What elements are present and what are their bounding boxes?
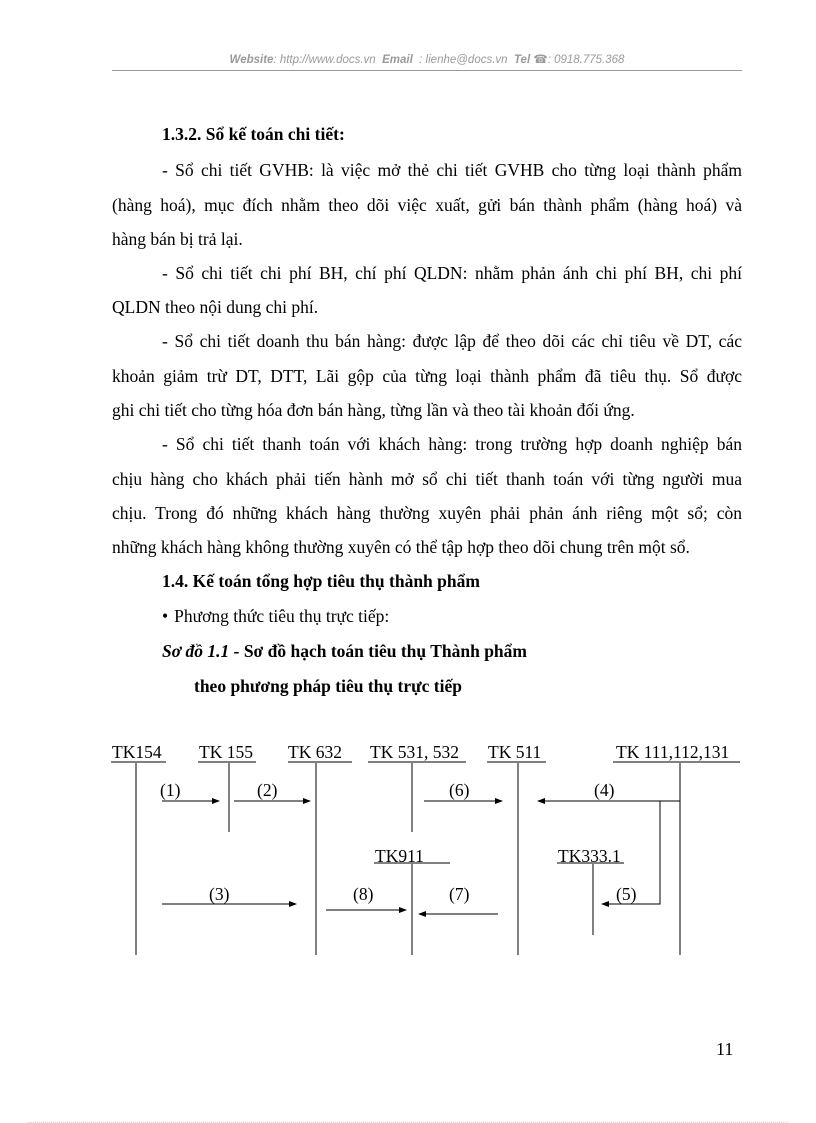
- flow-label: (6): [449, 780, 470, 800]
- diagram-caption-line2: theo phương pháp tiêu thụ trực tiếp: [194, 676, 462, 696]
- flow-label: (5): [616, 884, 637, 904]
- flow-label: (2): [257, 780, 278, 800]
- paragraph-line: - Sổ chi tiết doanh thu bán hàng: được lập để theo dõi các chỉ tiêu về DT, các: [162, 331, 742, 351]
- bullet-text: Phương thức tiêu thụ trực tiếp:: [174, 606, 390, 626]
- website-value[interactable]: : http://www.docs.vn: [273, 54, 376, 66]
- paragraph-line: - Sổ chi tiết GVHB: là việc mở thẻ chi tiết GVHB cho từng loại thành phẩm: [162, 160, 742, 180]
- caption-label: Sơ đồ 1.1 -: [162, 641, 240, 661]
- account-label: TK 632: [288, 742, 342, 762]
- account-label: TK 155: [199, 742, 253, 762]
- tel-value: : 0918.775.368: [547, 54, 625, 66]
- account-label: TK 111,112,131: [616, 742, 730, 762]
- paragraph-line: - Sổ chi tiết chi phí BH, chí phí QLDN: nhằm phản ánh chi phí BH, chi phí: [162, 263, 742, 283]
- page-number: 11: [716, 1039, 734, 1059]
- flow-label: (4): [594, 780, 615, 800]
- paragraph-line: khoản giảm trừ DT, DTT, Lãi gộp của từng loại thành phẩm đã tiêu thụ. Sổ được: [112, 366, 742, 386]
- paragraph-line: chịu. Trong đó những khách hàng thường xuyên phải phản ánh riêng một sổ; còn: [112, 503, 742, 523]
- flow-label: (3): [209, 884, 230, 904]
- paragraph-line: những khách hàng không thường xuyên có thể tập hợp theo dõi chung trên một sổ.: [112, 537, 690, 557]
- paragraph-line: chịu hàng cho khách phải tiến hành mở sổ chi tiết thanh toán với từng người mua: [112, 469, 742, 489]
- account-label: TK154: [112, 742, 162, 762]
- email-value[interactable]: : lienhe@docs.vn: [419, 54, 508, 66]
- tel-label: Tel: [513, 54, 531, 66]
- account-label: TK333.1: [558, 846, 621, 866]
- caption-title: Sơ đồ hạch toán tiêu thụ Thành phẩm: [243, 641, 527, 661]
- account-label: TK 511: [488, 742, 542, 762]
- paragraph-line: QLDN theo nội dung chi phí.: [112, 297, 319, 317]
- phone-icon: ☎: [533, 54, 548, 66]
- email-label: Email: [382, 54, 413, 66]
- paragraph-line: (hàng hoá), mục đích nhằm theo dõi việc xuất, gửi bán thành phẩm (hàng hoá) và: [112, 195, 742, 215]
- account-label: TK 531, 532: [370, 742, 459, 762]
- account-label: TK911: [375, 846, 424, 866]
- bullet-icon: •: [162, 606, 169, 626]
- paragraph-line: ghi chi tiết cho từng hóa đơn bán hàng, từng lần và theo tài khoản đối ứng.: [112, 400, 635, 420]
- section-heading-14: 1.4. Kế toán tổng hợp tiêu thụ thành phẩm: [162, 571, 480, 591]
- section-heading-132: 1.3.2. Sổ kế toán chi tiết:: [162, 124, 345, 144]
- flow-label: (8): [353, 884, 374, 904]
- website-label: Website: [229, 54, 274, 66]
- flow-label: (1): [160, 780, 181, 800]
- paragraph-line: - Sổ chi tiết thanh toán với khách hàng: trong trường hợp doanh nghiệp bán: [162, 434, 742, 454]
- flow-label: (7): [449, 884, 470, 904]
- paragraph-line: hàng bán bị trả lại.: [112, 229, 243, 249]
